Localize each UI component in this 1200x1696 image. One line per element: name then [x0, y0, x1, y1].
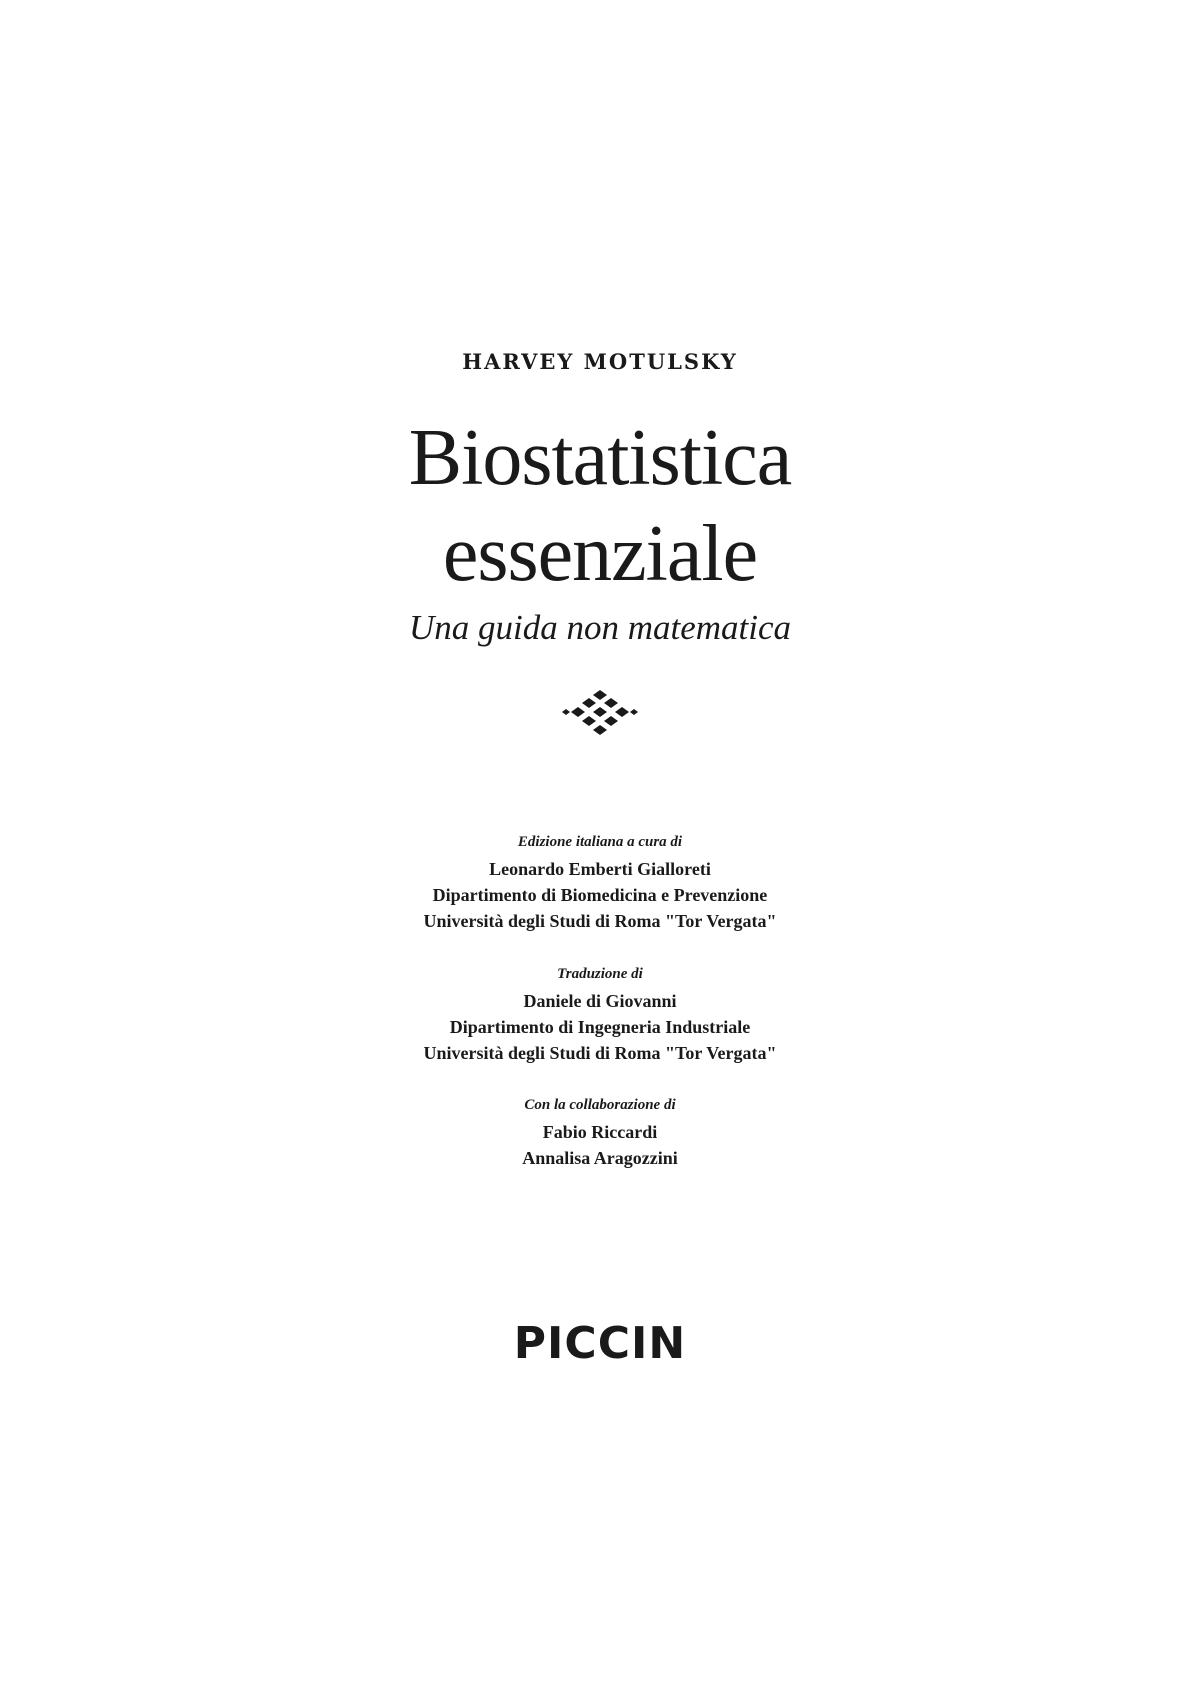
translator-name: Daniele di Giovanni [523, 991, 677, 1011]
author-name: HARVEY MOTULSKY [462, 349, 738, 374]
editor-department: Dipartimento di Biomedicina e Prevenzione [432, 885, 768, 905]
diamond-lattice-icon [555, 688, 645, 738]
italian-edition-credits [0, 830, 1200, 934]
translator-department: Dipartimento di Ingegneria Industriale [449, 1017, 751, 1037]
collaboration-credits [0, 1093, 1200, 1171]
diamond-ornament-icon [0, 688, 1200, 738]
editor-name: Leonardo Emberti Gialloreti [489, 859, 711, 879]
collaboration-heading: Con la collaborazione di [524, 1097, 676, 1113]
collaborator-name: Fabio Riccardi [542, 1122, 658, 1142]
publisher-logo: PICCIN [513, 1318, 687, 1369]
collaborator-name: Annalisa Aragozzini [522, 1148, 678, 1168]
translator-university: Università degli Studi di Roma "Tor Vergata" [423, 1043, 777, 1063]
translation-heading: Traduzione di [557, 966, 643, 982]
book-subtitle: Una guida non matematica [408, 608, 792, 647]
book-title [0, 410, 1200, 602]
book-title-line-1: Biostatistica [408, 414, 792, 502]
book-title-line-2: essenziale [442, 510, 758, 598]
editor-university: Università degli Studi di Roma "Tor Vergata" [423, 911, 777, 931]
italian-edition-heading: Edizione italiana a cura di [517, 834, 683, 850]
translation-credits [0, 962, 1200, 1066]
